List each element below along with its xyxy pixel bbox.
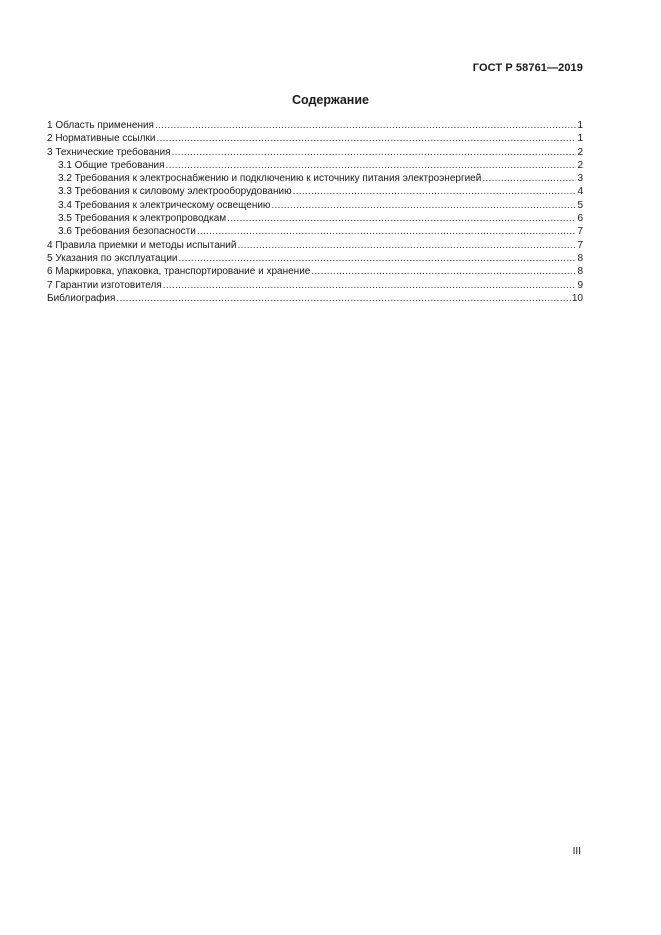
- toc-dot-leader: [179, 252, 577, 265]
- toc-dot-leader: [311, 265, 576, 278]
- toc-entry-label: 4 Правила приемки и методы испытаний: [47, 239, 237, 251]
- toc-entry-bibliography[interactable]: [47, 292, 583, 305]
- toc-entry-label: 3.1 Общие требования: [58, 159, 165, 171]
- toc-entry-page: 1: [577, 133, 583, 145]
- toc-dot-leader: [271, 199, 576, 212]
- toc-entry-label: Библиография: [47, 292, 116, 304]
- toc-entry-1[interactable]: [47, 119, 583, 132]
- toc-dot-leader: [156, 132, 576, 145]
- toc-entry-3-2[interactable]: [47, 172, 583, 185]
- toc-entry-page: 8: [577, 252, 583, 264]
- page-number: III: [572, 846, 581, 857]
- toc-entry-page: 6: [577, 213, 583, 225]
- toc-dot-leader: [227, 212, 576, 225]
- toc-entry-label: 3 Технические требования: [47, 146, 171, 158]
- toc-entry-4[interactable]: [47, 239, 583, 252]
- toc-entry-page: 7: [577, 226, 583, 238]
- toc-entry-label: 3.4 Требования к электрическому освещению: [58, 199, 271, 211]
- toc-entry-page: 1: [577, 120, 583, 131]
- toc-dot-leader: [482, 172, 576, 185]
- toc-dot-leader: [293, 185, 577, 198]
- toc-entry-7[interactable]: [47, 279, 583, 292]
- toc-entry-label: 5 Указания по эксплуатации: [47, 252, 178, 264]
- toc-entry-3[interactable]: [47, 146, 583, 159]
- toc-entry-label: 6 Маркировка, упаковка, транспортирование и хранение: [47, 266, 311, 278]
- toc-entry-page: 8: [577, 266, 583, 278]
- toc-dot-leader: [237, 239, 576, 252]
- toc-entry-page: 2: [577, 146, 583, 158]
- toc-entry-page: 7: [577, 239, 583, 251]
- toc-entry-page: 4: [577, 186, 583, 198]
- toc-entry-3-4[interactable]: [47, 199, 583, 212]
- toc-dot-leader: [163, 279, 577, 292]
- toc-entry-label: 7 Гарантии изготовителя: [47, 279, 162, 291]
- toc-entry-3-1[interactable]: [47, 159, 583, 172]
- toc-dot-leader: [116, 292, 570, 305]
- toc-entry-label: 3.5 Требования к электропроводкам: [58, 213, 227, 225]
- toc-entry-2[interactable]: [47, 132, 583, 145]
- toc-entry-label: 3.6 Требования безопасности: [58, 226, 196, 238]
- toc-entry-5[interactable]: [47, 252, 583, 265]
- document-code: ГОСТ Р 58761—2019: [472, 62, 583, 74]
- toc-entry-page: 9: [577, 279, 583, 291]
- toc-dot-leader: [172, 146, 577, 159]
- table-of-contents: [47, 119, 583, 305]
- toc-entry-3-3[interactable]: [47, 185, 583, 198]
- toc-entry-page: 10: [571, 292, 583, 304]
- toc-dot-leader: [197, 225, 577, 238]
- toc-dot-leader: [155, 119, 576, 132]
- toc-entry-page: 5: [577, 199, 583, 211]
- toc-entry-3-6[interactable]: [47, 225, 583, 238]
- toc-dot-leader: [166, 159, 577, 172]
- toc-title: Содержание: [291, 93, 369, 107]
- toc-entry-page: 2: [577, 159, 583, 171]
- toc-entry-label: 3.3 Требования к силовому электрооборудованию: [58, 186, 292, 198]
- toc-entry-label: 2 Нормативные ссылки: [47, 133, 156, 145]
- toc-entry-6[interactable]: [47, 265, 583, 278]
- toc-entry-label: 1 Область применения: [47, 120, 154, 131]
- toc-entry-3-5[interactable]: [47, 212, 583, 225]
- toc-entry-page: 3: [577, 173, 583, 185]
- toc-entry-label: 3.2 Требования к электроснабжению и подключению к источнику питания электроэнергией: [58, 173, 482, 185]
